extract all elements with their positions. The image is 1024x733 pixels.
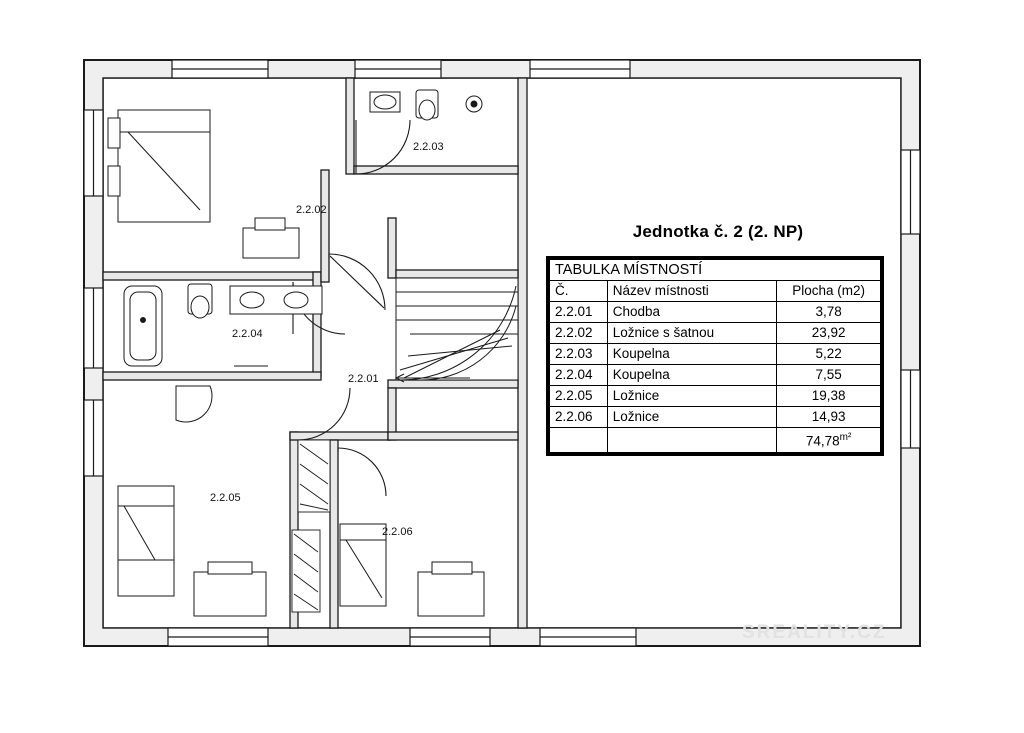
header-number: Č. (550, 281, 608, 302)
table-caption-row (550, 260, 881, 281)
cell-room-name: Chodba (607, 302, 776, 323)
room-label-2-2-06: 2.2.06 (382, 526, 413, 538)
table-row (550, 386, 881, 407)
header-area: Plocha (m2) (777, 281, 881, 302)
total-area (777, 428, 881, 453)
cell-area: 23,92 (777, 323, 881, 344)
table-caption: TABULKA MÍSTNOSTÍ (550, 260, 881, 281)
cell-room-name: Ložnice (607, 407, 776, 428)
room-label-2-2-05: 2.2.05 (210, 492, 241, 504)
room-label-2-2-02: 2.2.02 (296, 204, 327, 216)
room-label-2-2-01: 2.2.01 (348, 373, 379, 385)
table-row (550, 344, 881, 365)
cell-number: 2.2.01 (550, 302, 608, 323)
total-unit: m² (839, 432, 852, 443)
table-row (550, 407, 881, 428)
cell-area: 14,93 (777, 407, 881, 428)
cell-area: 3,78 (777, 302, 881, 323)
cell-number: 2.2.05 (550, 386, 608, 407)
table-row (550, 323, 881, 344)
page-title: Jednotka č. 2 (2. NP) (632, 222, 804, 241)
cell-number: 2.2.04 (550, 365, 608, 386)
cell-area: 5,22 (777, 344, 881, 365)
cell-room-name: Koupelna (607, 365, 776, 386)
room-table (546, 256, 884, 456)
table-row (550, 365, 881, 386)
total-spacer-left (550, 428, 608, 453)
cell-area: 7,55 (777, 365, 881, 386)
total-spacer-mid (607, 428, 776, 453)
header-room-name: Název místnosti (607, 281, 776, 302)
cell-number: 2.2.06 (550, 407, 608, 428)
cell-area: 19,38 (777, 386, 881, 407)
room-label-2-2-03: 2.2.03 (413, 141, 444, 153)
cell-room-name: Ložnice s šatnou (607, 323, 776, 344)
cell-room-name: Ložnice (607, 386, 776, 407)
cell-room-name: Koupelna (607, 344, 776, 365)
table-total-row (550, 428, 881, 453)
watermark: SREALITY.CZ (742, 622, 887, 643)
cell-number: 2.2.02 (550, 323, 608, 344)
room-label-2-2-04: 2.2.04 (232, 328, 263, 340)
cell-number: 2.2.03 (550, 344, 608, 365)
table-header-row (550, 281, 881, 302)
table-row (550, 302, 881, 323)
total-value: 74,78 (805, 433, 840, 449)
